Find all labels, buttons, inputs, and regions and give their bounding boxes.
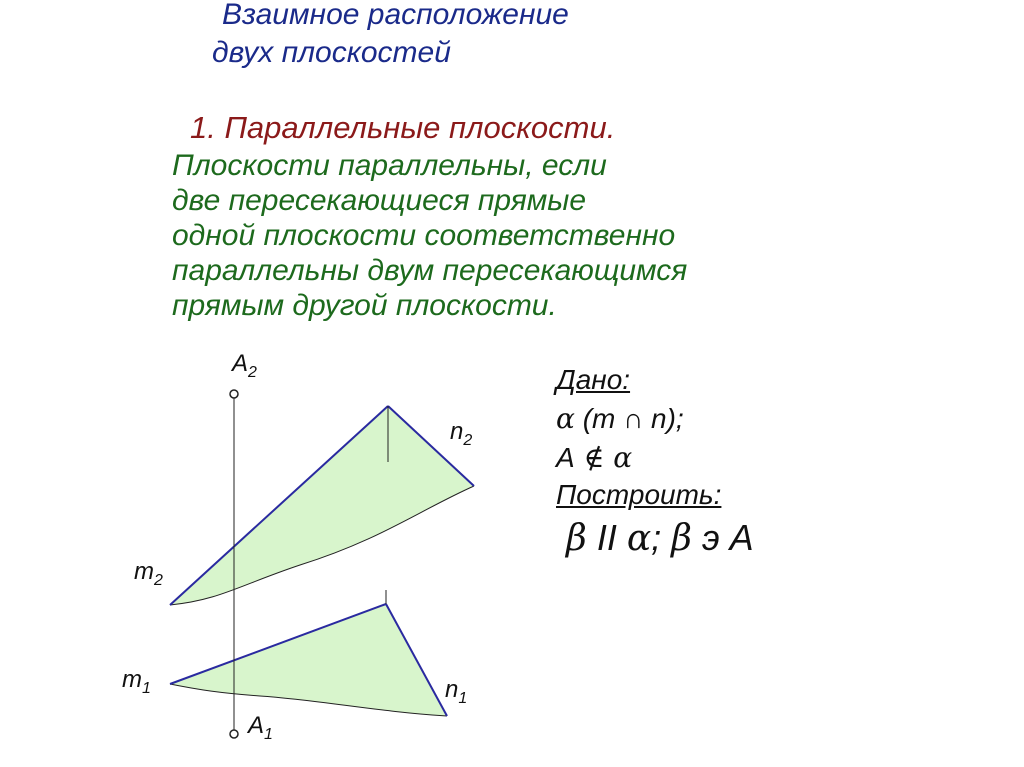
given-label: Дано:	[556, 364, 631, 395]
plane-projection-2	[170, 406, 474, 605]
point-A1	[230, 730, 238, 738]
label-m2: $m_2$	[134, 558, 163, 589]
label-A1: $A_1$	[248, 712, 273, 743]
given-point: A ∉ α	[556, 441, 633, 474]
label-A2: $A_2$	[232, 350, 257, 381]
given-alpha: α (m ∩ n);	[556, 402, 684, 435]
definition-line-4: параллельны двум пересекающимся	[172, 254, 688, 287]
title-line-2: двух плоскостей	[212, 36, 451, 69]
title-line-1: Взаимное расположение	[222, 0, 569, 31]
definition-line-3: одной плоскости соответственно	[172, 219, 676, 252]
definition-line-2: две пересекающиеся прямые	[172, 184, 587, 217]
point-A2	[230, 390, 238, 398]
definition-line-5: прямым другой плоскости.	[172, 289, 557, 322]
construct-label: Построить:	[556, 479, 722, 510]
definition-line-1: Плоскости параллельны, если	[172, 149, 607, 182]
label-n1: $n_1$	[445, 676, 468, 707]
label-n2: $n_2$	[450, 418, 473, 449]
construct-task: β II α; β э A	[566, 517, 754, 559]
label-m1: $m_1$	[122, 666, 151, 697]
section-heading: 1. Параллельные плоскости.	[190, 110, 616, 145]
plane-projection-1	[170, 604, 447, 716]
